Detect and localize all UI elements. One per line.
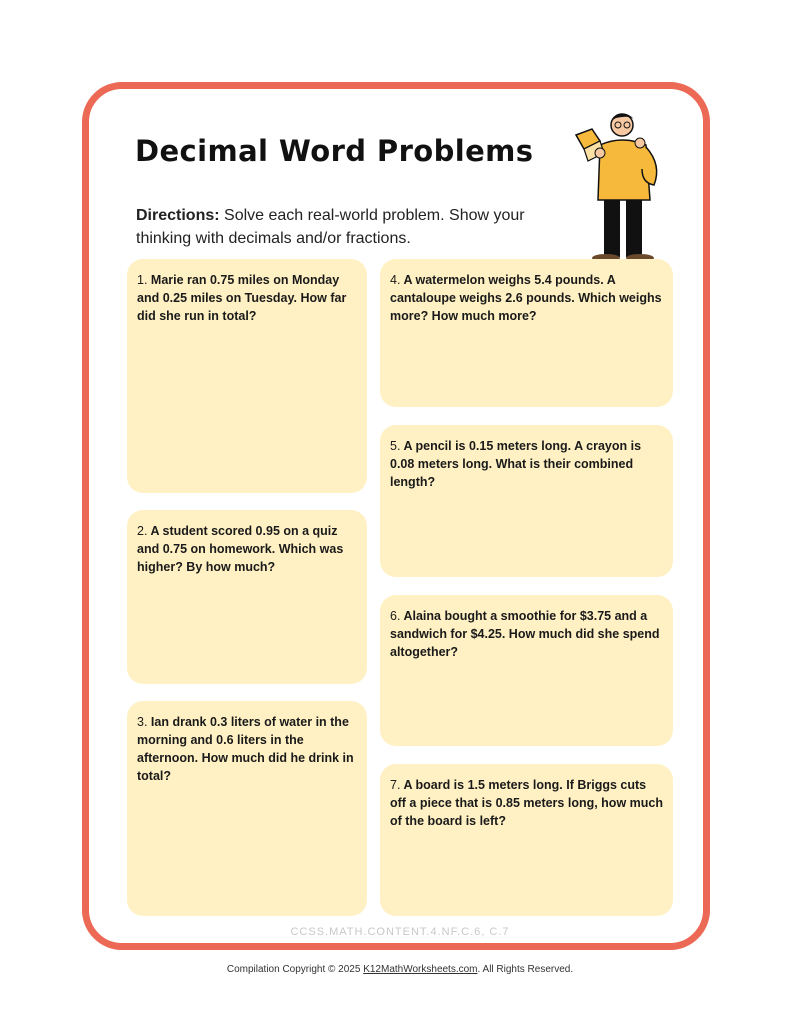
copyright-link[interactable]: K12MathWorksheets.com: [363, 964, 478, 975]
problem-card-1: [127, 259, 367, 493]
directions: [136, 204, 526, 250]
problem-number: 2.: [137, 524, 148, 538]
directions-label: Directions:: [136, 207, 220, 224]
problem-number: 3.: [137, 715, 148, 729]
problem-card-4: [380, 259, 673, 407]
problem-text: Alaina bought a smoothie for $3.75 and a sandwich for $4.25. How much did she spend altogether?: [390, 609, 660, 659]
problem-card-7: [380, 764, 673, 916]
problem-number: 6.: [390, 609, 401, 623]
copyright-suffix: . All Rights Reserved.: [477, 964, 574, 975]
problem-card-2: [127, 510, 367, 684]
standards-label: CCSS.MATH.CONTENT.4.NF.C.6, C.7: [290, 926, 510, 938]
copyright-prefix: Compilation Copyright © 2025: [226, 964, 364, 975]
problem-text: A watermelon weighs 5.4 pounds. A cantaloupe weighs 2.6 pounds. Which weighs more? How much more?: [390, 273, 662, 323]
problem-text: Ian drank 0.3 liters of water in the morning and 0.6 liters in the afternoon. How much did he drink in total?: [137, 715, 354, 783]
person-reading-illustration: [570, 105, 680, 265]
problem-text: A student scored 0.95 on a quiz and 0.75 on homework. Which was higher? By how much?: [137, 524, 344, 574]
problem-card-6: [380, 595, 673, 746]
directions-text: Solve each real-world problem. Show your thinking with decimals and/or fractions.: [136, 207, 525, 247]
problem-text: Marie ran 0.75 miles on Monday and 0.25 miles on Tuesday. How far did she run in total?: [137, 273, 347, 323]
problem-text: A pencil is 0.15 meters long. A crayon is 0.08 meters long. What is their combined length?: [390, 439, 642, 489]
problem-text: A board is 1.5 meters long. If Briggs cuts off a piece that is 0.85 meters long, how much of the board is left?: [390, 778, 663, 828]
problem-number: 7.: [390, 778, 401, 792]
problem-card-3: [127, 701, 367, 916]
problem-number: 5.: [390, 439, 401, 453]
page-title: Decimal Word Problems: [135, 134, 534, 168]
problem-number: 4.: [390, 273, 401, 287]
copyright-notice: [0, 964, 800, 975]
problem-number: 1.: [137, 273, 148, 287]
problem-card-5: [380, 425, 673, 577]
